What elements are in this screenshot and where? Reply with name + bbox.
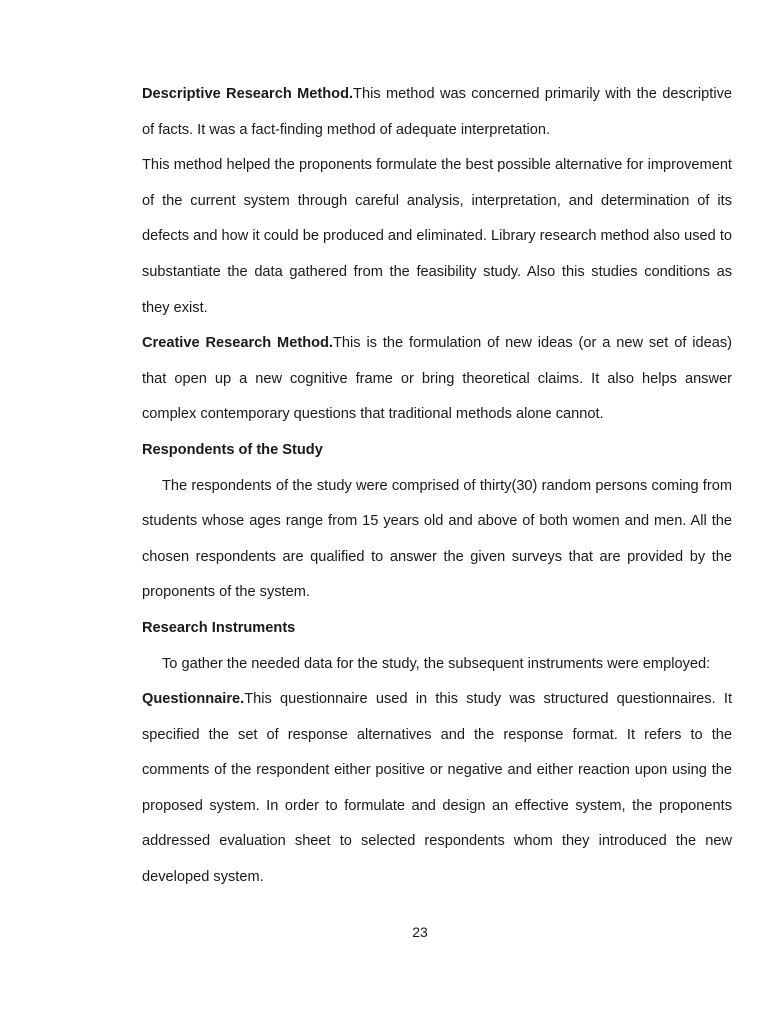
page-number: 23 xyxy=(412,924,428,940)
instruments-heading: Research Instruments xyxy=(142,619,296,636)
creative-method-lead: Creative Research Method. xyxy=(142,335,333,352)
respondents-paragraph: The respondents of the study were comprised of thirty(30) random persons coming from students whose ages range from 15 years old and above of both women and men. All the chosen respondents are qualified to answer the given surveys that are provided by the proponents of the system. xyxy=(142,477,732,601)
descriptive-method-lead: Descriptive Research Method. xyxy=(142,86,354,102)
descriptive-method-text: This method was concerned primarily with the descriptive of facts. It was a fact-finding method of adequate interpretation. xyxy=(142,86,732,138)
descriptive-followup-paragraph: This method helped the proponents formulate the best possible alternative for improvement of the current system through careful analysis, interpretation, and determination of its defects and how it could be produced and eliminated. Library research method also used to substantiate the data gathered from the feasibility study. Also this studies conditions as they exist. xyxy=(142,157,732,316)
questionnaire-lead: Questionnaire. xyxy=(142,691,245,708)
questionnaire-text: This questionnaire used in this study was structured questionnaires. It specified the set of response alternatives and the response format. It refers to the comments of the respondent either positive or negative and either reaction upon using the proposed system. In order to formulate and design an effective system, the proponents addressed evaluation sheet to selected respondents whom they introduced the new developed system. xyxy=(142,691,732,886)
instruments-intro: To gather the needed data for the study, the subsequent instruments were employed: xyxy=(162,655,711,672)
questionnaire-paragraph xyxy=(142,682,732,896)
descriptive-method-paragraph xyxy=(142,77,732,148)
respondents-heading: Respondents of the Study xyxy=(142,441,323,458)
creative-method-paragraph xyxy=(142,326,732,433)
creative-method-text: This is the formulation of new ideas (or a new set of ideas) that open up a new cognitive frame or bring theoretical claims. It also helps answer complex contemporary questions that traditional methods alone cannot. xyxy=(142,335,733,423)
document-page xyxy=(142,77,732,896)
